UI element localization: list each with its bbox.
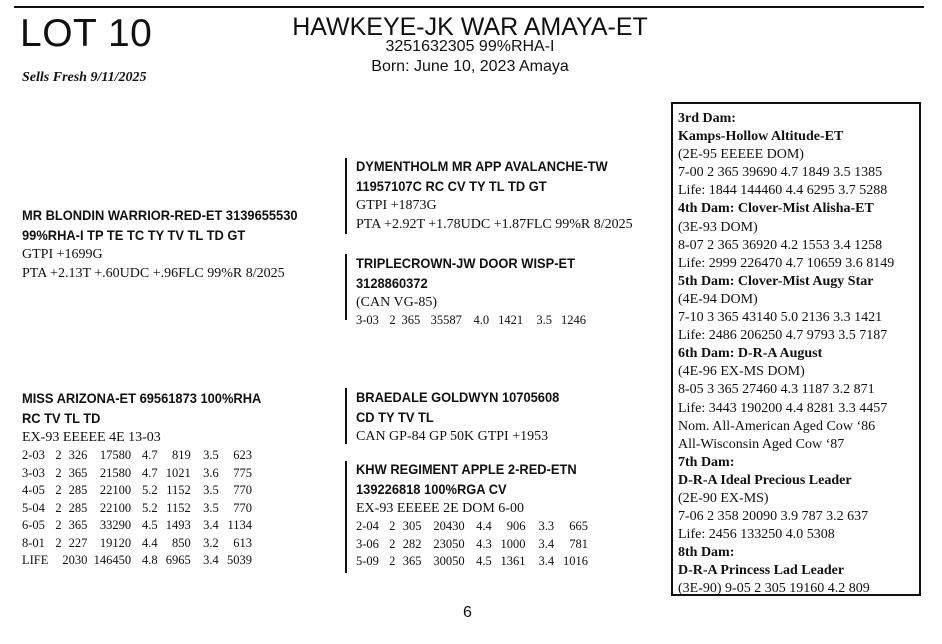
ancestor-detail: Life: 2999 226470 4.7 10659 3.6 8149 <box>678 255 895 271</box>
record-cell: 623 <box>233 448 252 462</box>
registration-number: 3251632305 99%RHA-I <box>385 38 555 55</box>
record-cell: 4.5 <box>476 554 492 568</box>
record-cell: 4.7 <box>141 465 158 480</box>
ancestor-detail: 7-10 3 365 43140 5.0 2136 3.3 1421 <box>678 310 883 326</box>
record-cell: 2 <box>55 465 62 480</box>
ancestor-detail: (2E-90 EX-MS) <box>678 490 769 506</box>
record-cell: 2 <box>55 448 62 462</box>
record-cell: 1421 <box>498 313 524 327</box>
dam-classification: EX-93 EEEEE 4E 13-03 <box>22 430 161 445</box>
record-cell: 1361 <box>500 554 526 568</box>
sire-sire-proof-codes: 11957107C RC CV TY TL TD GT <box>356 178 547 194</box>
animal-name: HAWKEYE-JK WAR AMAYA-ET <box>292 13 648 41</box>
record-cell: 775 <box>233 465 252 480</box>
record-cell: 2 <box>389 519 396 533</box>
ancestor-heading: D-R-A Princess Lad Leader <box>678 563 845 579</box>
table-row <box>22 500 252 518</box>
record-cell: 3-03 <box>356 313 379 327</box>
sells-fresh-date: Sells Fresh 9/11/2025 <box>22 70 147 85</box>
ancestor-detail: Life: 2486 206250 4.7 9793 3.5 7187 <box>678 328 888 344</box>
record-cell: 4.4 <box>141 535 158 550</box>
birth-date: Born: June 10, 2023 Amaya <box>371 58 569 75</box>
record-cell: 770 <box>233 483 252 497</box>
dam-dam-name: KHW REGIMENT APPLE 2-RED-ETN <box>356 461 577 477</box>
record-cell: 665 <box>569 519 588 533</box>
table-row <box>356 518 588 536</box>
sire-sire-block <box>356 156 633 234</box>
record-cell: 1134 <box>227 518 252 532</box>
ancestor-heading: 8th Dam: <box>678 545 735 561</box>
ancestor-lines <box>678 110 919 599</box>
record-cell: 23050 <box>433 536 465 551</box>
sire-dam-name: TRIPLECROWN-JW DOOR WISP-ET <box>356 255 575 271</box>
table-row: LIFE 2030 146450 4.8 6965 3.4 5039 <box>22 553 252 567</box>
dam-name: MISS ARIZONA-ET 69561873 100%RHA <box>22 390 262 406</box>
ancestor-heading: 7th Dam: <box>678 454 735 470</box>
table-row <box>22 535 252 553</box>
record-cell: 5.2 <box>141 483 158 497</box>
ancestor-detail: Life: 2456 133250 4.0 5308 <box>678 527 835 543</box>
ancestor-heading: 6th Dam: D-R-A August <box>678 346 823 362</box>
ancestor-detail: (4E-96 EX-MS DOM) <box>678 364 805 380</box>
record-cell: 282 <box>402 536 422 551</box>
ancestor-detail: (4E-94 DOM) <box>678 291 758 307</box>
record-cell: 4.5 <box>141 518 158 532</box>
ancestor-detail: 8-07 2 365 36920 4.2 1553 3.4 1258 <box>678 237 883 253</box>
dam-dam-records <box>356 518 588 571</box>
record-cell: 365 <box>68 518 88 532</box>
record-cell: 33290 <box>99 518 132 532</box>
record-cell: 326 <box>68 448 88 462</box>
dam-sire-bracket <box>345 388 347 444</box>
record-cell: 3.6 <box>203 465 219 480</box>
record-cell: 2 <box>389 313 396 327</box>
sire-proof-codes: 99%RHA-I TP TE TC TY TV TL TD GT <box>22 227 246 243</box>
dam-sire-name: BRAEDALE GOLDWYN 10705608 <box>356 389 560 405</box>
record-cell: 21580 <box>99 465 132 480</box>
ancestor-detail: 7-00 2 365 39690 4.7 1849 3.5 1385 <box>678 165 883 181</box>
record-cell: 35587 <box>430 313 462 327</box>
table-row <box>22 482 252 500</box>
ancestor-detail: Life: 3443 190200 4.4 8281 3.3 4457 <box>678 400 888 416</box>
record-cell: 770 <box>233 500 252 515</box>
sire-dam-bracket <box>345 254 347 320</box>
lot-number: LOT 10 <box>20 12 153 55</box>
dam-dam-classification: EX-93 EEEEE 2E DOM 6-00 <box>356 501 524 516</box>
record-cell: 5-09 <box>356 554 379 568</box>
table-row <box>356 536 588 554</box>
top-rule <box>14 6 924 8</box>
sire-pta: PTA +2.13T +.60UDC +.96FLC 99%R 8/2025 <box>22 266 285 281</box>
record-cell: 365 <box>401 313 421 327</box>
sire-dam-classification: (CAN VG-85) <box>356 295 438 310</box>
record-cell: 2 <box>55 535 62 550</box>
dam-lifetime <box>22 552 252 570</box>
ancestor-heading: 3rd Dam: <box>678 111 736 126</box>
record-cell: 17580 <box>99 448 132 462</box>
record-cell: 4.7 <box>141 448 158 462</box>
ancestor-detail: (3E-90) 9-05 2 305 19160 4.2 809 <box>678 581 870 597</box>
table-row <box>356 553 588 571</box>
record-cell: 19120 <box>99 535 132 550</box>
ancestor-detail: 7-06 2 358 20090 3.9 787 3.2 637 <box>678 509 869 525</box>
record-cell: 819 <box>172 448 191 462</box>
record-cell: 781 <box>569 536 588 551</box>
ancestor-detail: (2E-95 EEEEE DOM) <box>678 147 804 163</box>
record-cell: 3.3 <box>538 519 555 533</box>
record-cell: 1021 <box>165 465 191 480</box>
table-row <box>22 517 252 535</box>
record-cell: 22100 <box>99 483 132 497</box>
ancestor-detail: All-Wisconsin Aged Cow ‘87 <box>678 436 845 452</box>
record-cell: 285 <box>68 483 88 497</box>
ancestor-detail: (3E-93 DOM) <box>678 219 758 235</box>
dam-sire-classification: CAN GP-84 GP 50K GTPI +1953 <box>356 429 549 444</box>
dam-block <box>22 388 282 570</box>
record-cell: 30050 <box>433 554 465 568</box>
dam-sire-proof-codes: CD TY TV TL <box>356 409 434 425</box>
record-cell: 3.5 <box>203 483 219 497</box>
dam-dam-bracket <box>345 461 347 573</box>
record-cell: 8-01 <box>22 535 45 550</box>
record-cell: 4.3 <box>476 536 492 551</box>
dam-records <box>22 447 252 570</box>
dam-sire-block <box>356 387 577 446</box>
record-cell: 906 <box>506 519 526 533</box>
ancestor-dams-box <box>671 102 921 596</box>
record-cell: 6-05 <box>22 518 45 532</box>
record-cell: 3.5 <box>536 313 553 327</box>
record-cell: 3.4 <box>538 536 555 551</box>
sire-gtpi: GTPI +1699G <box>22 247 103 262</box>
sire-block <box>22 205 322 283</box>
table-row <box>356 312 586 330</box>
record-cell: 2 <box>55 483 62 497</box>
page-number: 6 <box>463 604 472 621</box>
record-cell: 227 <box>68 535 88 550</box>
record-cell: 285 <box>68 500 88 515</box>
record-cell: 613 <box>233 535 252 550</box>
record-cell: 22100 <box>99 500 132 515</box>
record-cell: 2 <box>55 518 62 532</box>
record-cell: 2-04 <box>356 519 379 533</box>
record-cell: 1246 <box>561 313 586 327</box>
record-cell: 2 <box>389 554 396 568</box>
record-cell: 1000 <box>500 536 526 551</box>
dam-proof-codes: RC TV TL TD <box>22 410 101 426</box>
dam-dam-registration: 139226818 100%RGA CV <box>356 481 507 497</box>
record-cell: 3.4 <box>538 554 555 568</box>
ancestor-heading: Kamps-Hollow Altitude-ET <box>678 129 844 145</box>
record-cell: 5-04 <box>22 500 45 515</box>
record-cell: 3-03 <box>22 465 45 480</box>
table-row <box>22 447 252 465</box>
record-cell: 1152 <box>166 483 191 497</box>
record-cell: 3.4 <box>203 518 219 532</box>
ancestor-heading: 5th Dam: Clover-Mist Augy Star <box>678 273 874 289</box>
record-cell: 2-03 <box>22 448 45 462</box>
ancestor-detail: Nom. All-American Aged Cow ‘86 <box>678 418 876 434</box>
record-cell: 3.2 <box>203 535 219 550</box>
record-cell: 850 <box>172 535 191 550</box>
table-row <box>22 465 252 483</box>
record-cell: 365 <box>402 554 422 568</box>
record-cell: 3-06 <box>356 536 379 551</box>
sire-dam-block <box>356 253 594 330</box>
record-cell: 4-05 <box>22 483 45 497</box>
record-cell: 20430 <box>433 519 465 533</box>
record-cell: 305 <box>402 519 422 533</box>
record-cell: 5.2 <box>141 500 158 515</box>
record-cell: 4.4 <box>476 519 492 533</box>
sire-sire-bracket <box>345 158 347 234</box>
sire-sire-name: DYMENTHOLM MR APP AVALANCHE-TW <box>356 158 608 174</box>
record-cell: 365 <box>68 465 88 480</box>
record-cell: 2 <box>389 536 396 551</box>
record-cell: 3.5 <box>203 500 219 515</box>
record-cell: 2 <box>55 500 62 515</box>
ancestor-detail: Life: 1844 144460 4.4 6295 3.7 5288 <box>678 183 888 199</box>
record-cell: 4.0 <box>473 313 490 327</box>
record-cell: 1016 <box>563 554 588 568</box>
ancestor-detail: 8-05 3 365 27460 4.3 1187 3.2 871 <box>678 382 875 398</box>
sire-sire-pta: PTA +2.92T +1.78UDC +1.87FLC 99%R 8/2025 <box>356 217 633 232</box>
sire-dam-registration: 3128860372 <box>356 275 428 291</box>
dam-dam-block <box>356 459 596 571</box>
record-cell: 1152 <box>166 500 191 515</box>
ancestor-heading: D-R-A Ideal Precious Leader <box>678 472 852 488</box>
record-cell: 1493 <box>165 518 191 532</box>
sire-dam-records <box>356 312 586 330</box>
ancestor-heading: 4th Dam: Clover-Mist Alisha-ET <box>678 201 874 217</box>
sire-name: MR BLONDIN WARRIOR-RED-ET 3139655530 <box>22 207 298 223</box>
record-cell: 3.5 <box>203 448 219 462</box>
sire-sire-gtpi: GTPI +1873G <box>356 198 437 213</box>
